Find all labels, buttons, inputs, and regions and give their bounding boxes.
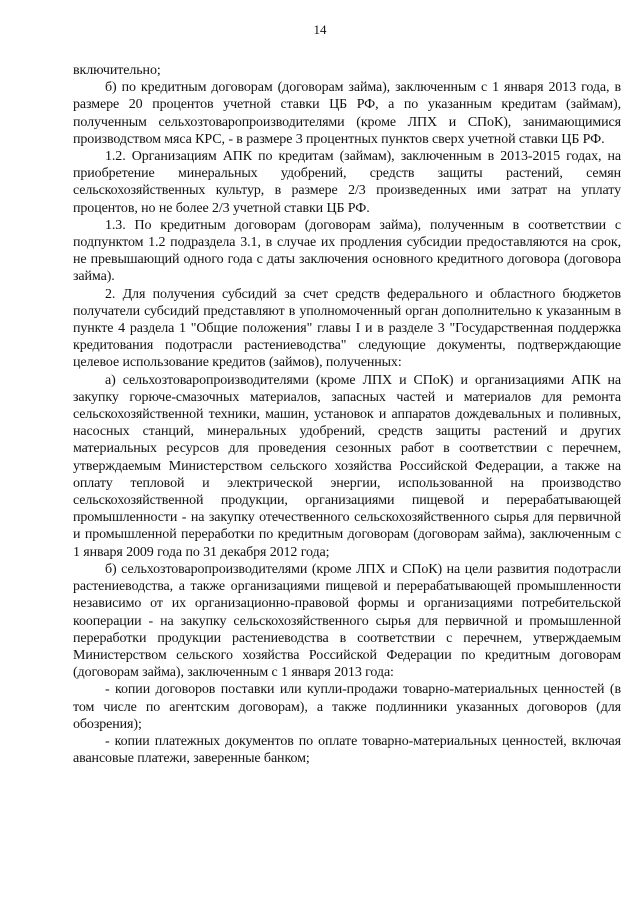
- paragraph-2b: б) сельхозтоваропроизводителями (кроме ЛПХ и СПоК) на цели развития подотрасли растениеводства, а также организациями пищевой и перерабатывающей промышленности независимо от их организационно-правовой формы и организациями потребительской кооперации - на закупку сельскохозяйственного сырья для первичной и промышленной переработки продукции растениеводства в соответствии с перечнем, утверждаемым Министерством сельского хозяйства Российской Федерации по кредитным договорам (договорам займа), заключенным с 1 января 2013 года:: [73, 561, 621, 681]
- page-number: 14: [313, 22, 327, 37]
- paragraph-1b: б) по кредитным договорам (договорам займа), заключенным с 1 января 2013 года, в размере 20 процентов учетной ставки ЦБ РФ, а по указанным кредитам (займам), полученным сельхозтоваропроизводителями (кроме ЛПХ и СПоК), занимающимися производством мяса КРС, - в размере 3 процентных пунктов сверх учетной ставки ЦБ РФ.: [73, 80, 621, 147]
- document-body: [73, 62, 621, 767]
- paragraph-1-2: 1.2. Организациям АПК по кредитам (займам), заключенным в 2013-2015 годах, на приобретение минеральных удобрений, средств защиты растений, семян сельскохозяйственных культур, в размере 2/3 произведенных ими затрат на уплату процентов, но не более 2/3 учетной ставки ЦБ РФ.: [73, 149, 621, 216]
- list-item-contracts: - копии договоров поставки или купли-продажи товарно-материальных ценностей (в том числе по агентским договорам), а также подлинники указанных договоров (для обозрения);: [73, 682, 621, 732]
- paragraph-continuation: включительно;: [73, 63, 161, 78]
- list-item-payments: - копии платежных документов по оплате товарно-материальных ценностей, включая авансовые платежи, заверенные банком;: [73, 733, 621, 767]
- paragraph-2a: а) сельхозтоваропроизводителями (кроме ЛПХ и СПоК) и организациями АПК на закупку горюче-смазочных материалов, запасных частей и материалов для ремонта сельскохозяйственной техники, машин, установок и аппаратов дождевальных и поливных, насосных станций, минеральных удобрений, средств защиты растений и других материальных ресурсов для проведения сезонных работ в соответствии с перечнем, утверждаемым Министерством сельского хозяйства Российской Федерации, а также на оплату тепловой и электрической энергии, использованной на производство сельскохозяйственной продукции, организациями пищевой и перерабатывающей промышленности - на закупку отечественного сельскохозяйственного сырья для первичной и промышленной переработки по кредитным договорам (договорам займа), заключенным с 1 января 2009 года по 31 декабря 2012 года;: [73, 372, 621, 560]
- paragraph-1-3: 1.3. По кредитным договорам (договорам займа), полученным в соответствии с подпунктом 1.2 подраздела 3.1, в случае их продления субсидии предоставляются на срок, не превышающий одного года с даты заключения основного кредитного договора (договора займа).: [73, 217, 621, 285]
- paragraph-2: 2. Для получения субсидий за счет средств федерального и областного бюджетов получатели субсидий представляют в уполномоченный орган дополнительно к указанным в пункте 4 раздела 1 "Общие положения" главы I и в разделе 3 "Государственная поддержка кредитования подотрасли растениеводства" следующие документы, подтверждающие целевое использование кредитов (займов), полученных:: [73, 286, 621, 371]
